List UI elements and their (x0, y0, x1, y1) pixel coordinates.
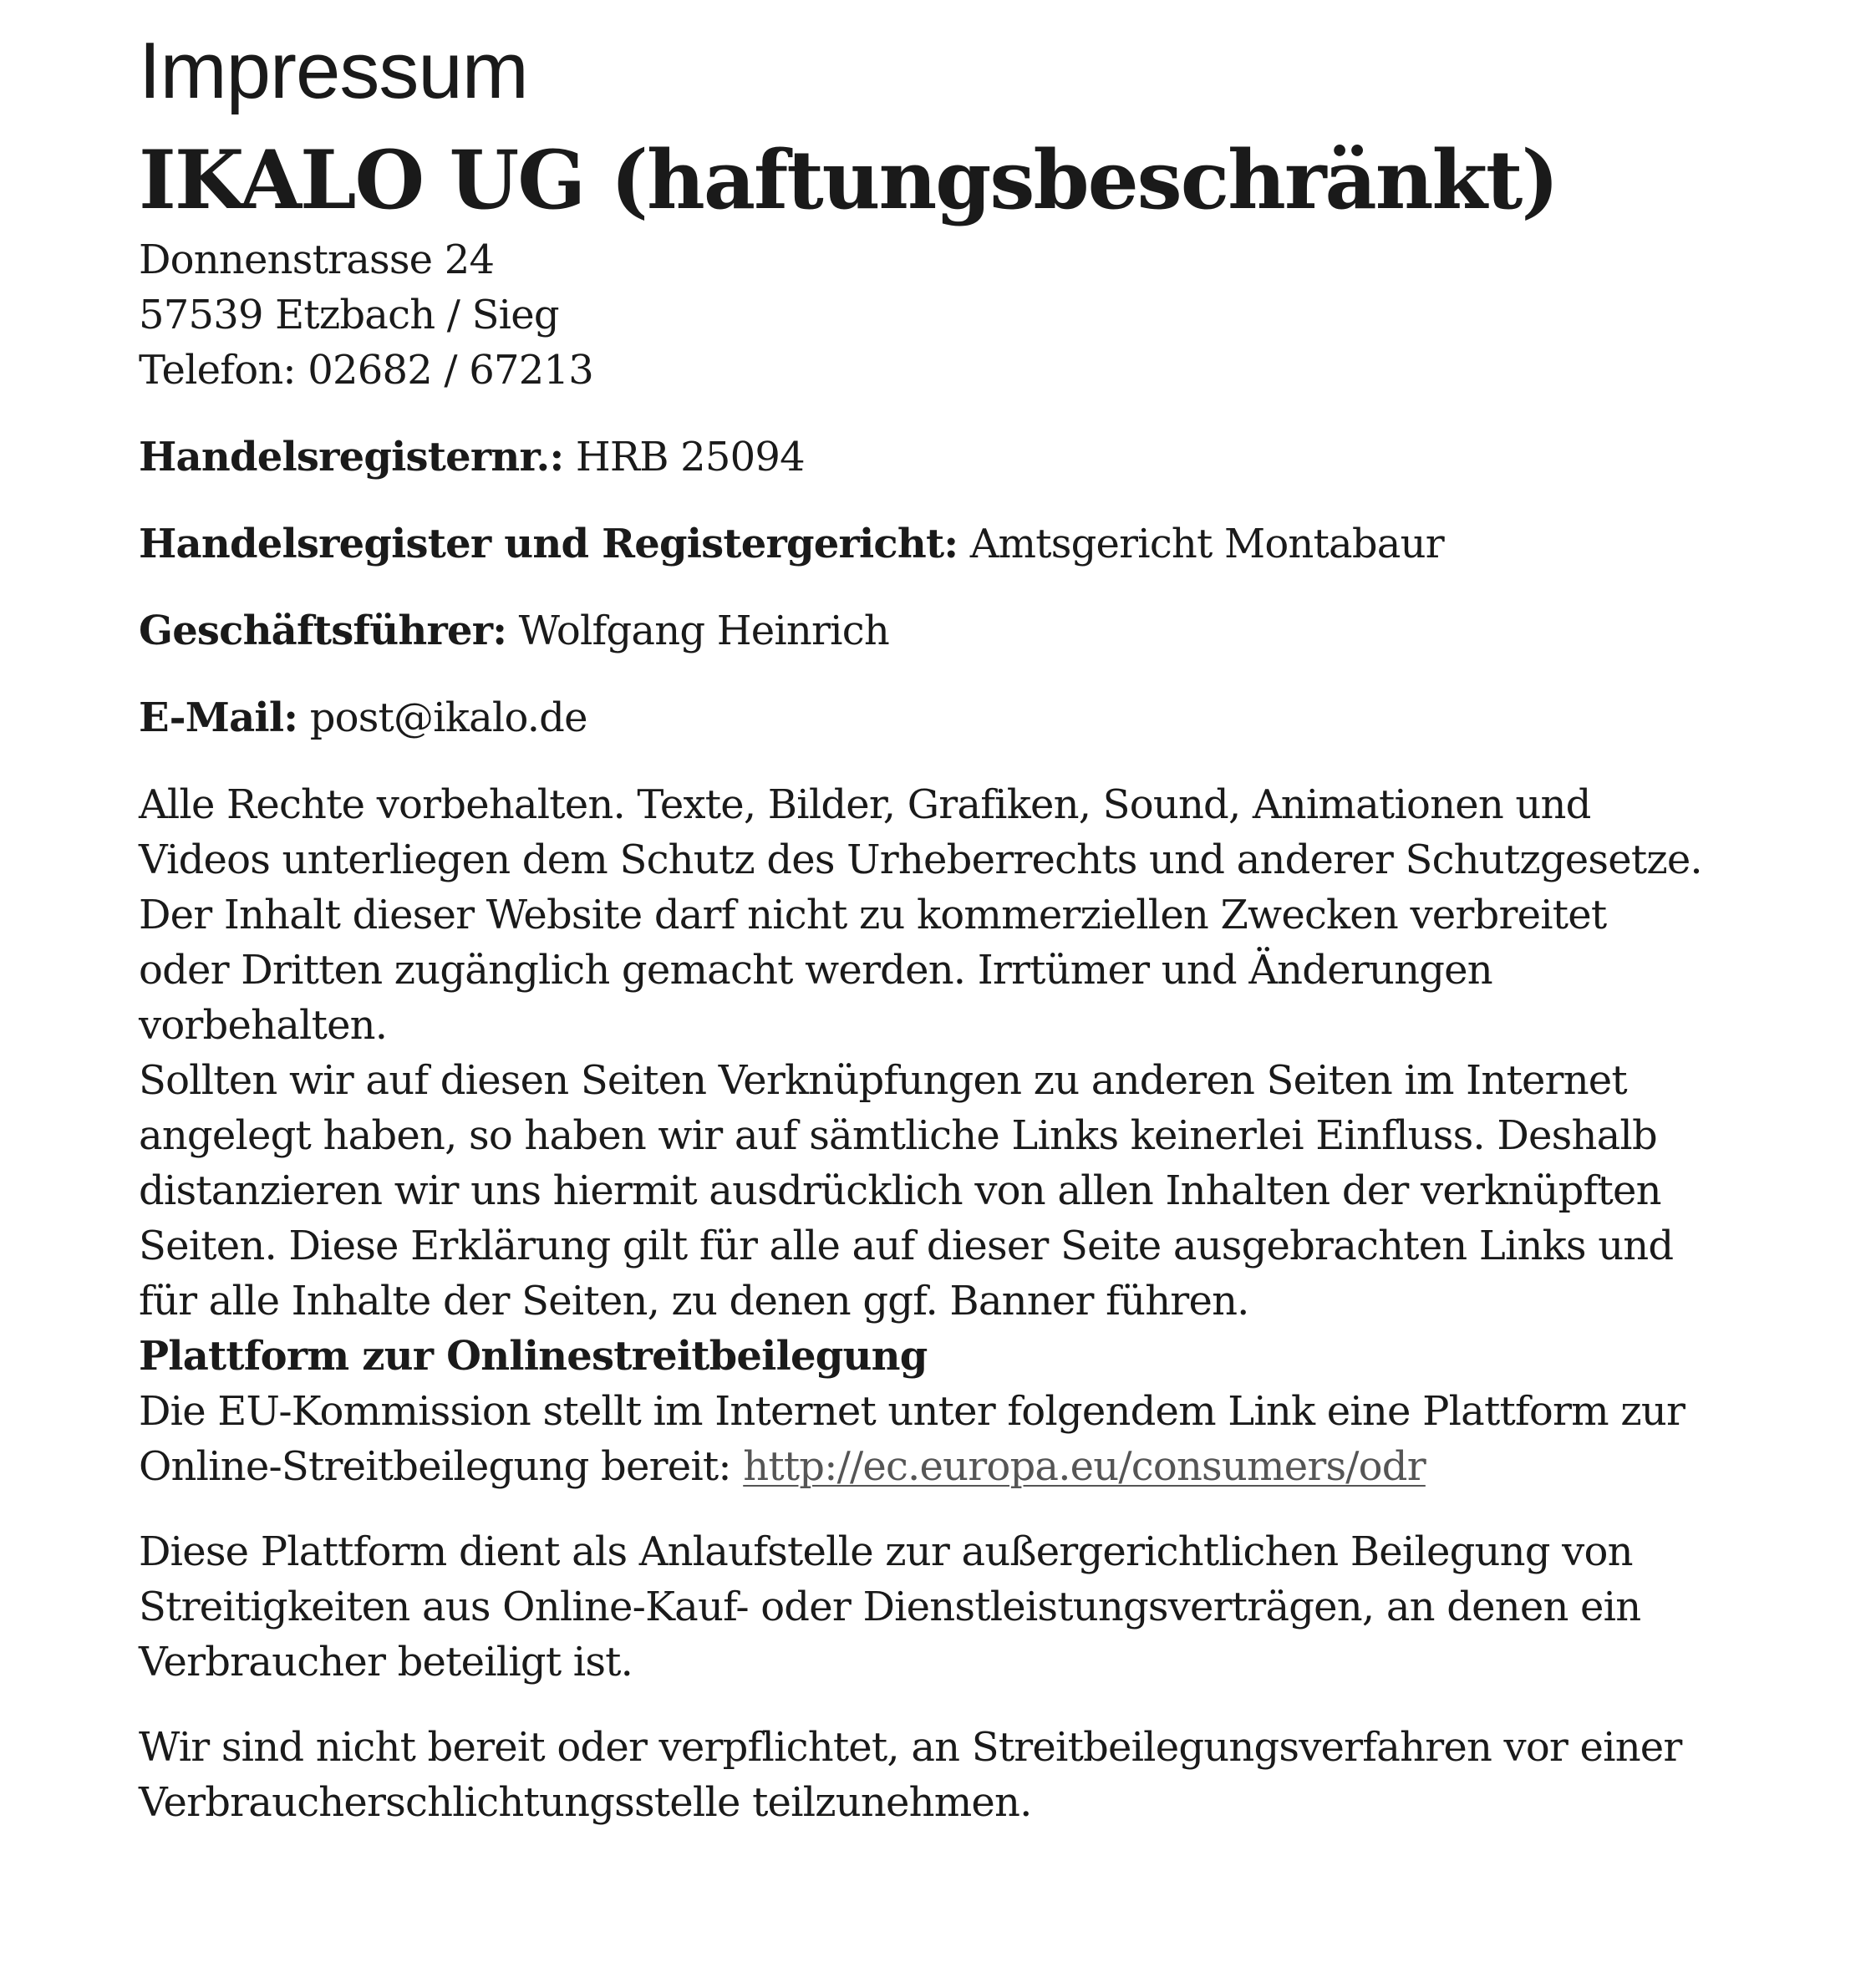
arbitration-paragraph (139, 1720, 1810, 1830)
platform-info-line: Diese Plattform dient als Anlaufstelle zur außergerichtlichen Beilegung von (139, 1528, 1633, 1575)
address-phone: Telefon: 02682 / 67213 (139, 347, 593, 394)
company-name: IKALO UG (haftungsbeschränkt) (139, 133, 1558, 227)
register-court-label: Handelsregister und Registergericht: (139, 521, 958, 567)
rights-line: oder Dritten zugänglich gemacht werden. Irrtümer und Änderungen (139, 947, 1492, 994)
register-court (139, 516, 1810, 572)
rights-line: vorbehalten. (139, 1002, 388, 1049)
disclaimer-line: Seiten. Diese Erklärung gilt für alle auf dieser Seite ausgebrachten Links und (139, 1223, 1674, 1269)
managing-director (139, 603, 1810, 658)
disclaimer-line: distanzieren wir uns hiermit ausdrücklich von allen Inhalten der verknüpften (139, 1167, 1661, 1214)
managing-director-label: Geschäftsführer: (139, 608, 507, 654)
impressum-page (139, 25, 1810, 1830)
company-address (139, 232, 1810, 398)
rights-line: Alle Rechte vorbehalten. Texte, Bilder, Grafiken, Sound, Animationen und (139, 781, 1591, 828)
email-value: post@ikalo.de (297, 694, 587, 741)
arbitration-line: Wir sind nicht bereit oder verpflichtet, an Streitbeilegungsverfahren vor einer (139, 1724, 1682, 1771)
address-city: 57539 Etzbach / Sieg (139, 292, 559, 338)
odr-line (139, 1439, 1810, 1494)
odr-line: Die EU-Kommission stellt im Internet unter folgendem Link eine Plattform zur (139, 1388, 1685, 1435)
page-title: Impressum (139, 26, 528, 115)
rights-paragraph (139, 777, 1810, 1053)
disclaimer-line: für alle Inhalte der Seiten, zu denen ggf. Banner führen. (139, 1278, 1249, 1324)
managing-director-value: Wolfgang Heinrich (506, 608, 889, 654)
register-court-value: Amtsgericht Montabaur (958, 521, 1444, 567)
odr-platform-link[interactable]: http://ec.europa.eu/consumers/odr (743, 1443, 1426, 1490)
disclaimer-line: angelegt haben, so haben wir auf sämtliche Links keinerlei Einfluss. Deshalb (139, 1112, 1657, 1159)
address-street: Donnenstrasse 24 (139, 236, 495, 283)
odr-heading: Plattform zur Onlinestreitbeilegung (139, 1333, 928, 1380)
disclaimer-line: Sollten wir auf diesen Seiten Verknüpfungen zu anderen Seiten im Internet (139, 1057, 1627, 1104)
links-disclaimer-paragraph (139, 1053, 1810, 1329)
email-label: E-Mail: (139, 694, 298, 741)
odr-section (139, 1329, 1810, 1494)
rights-line: Der Inhalt dieser Website darf nicht zu kommerziellen Zwecken verbreitet (139, 892, 1607, 938)
register-number (139, 430, 1810, 485)
platform-info-paragraph (139, 1524, 1810, 1690)
platform-info-line: Streitigkeiten aus Online-Kauf- oder Dienstleistungsverträgen, an denen ein (139, 1584, 1641, 1630)
platform-info-line: Verbraucher beteiligt ist. (139, 1639, 633, 1685)
email-contact (139, 690, 1810, 745)
register-number-value: HRB 25094 (563, 434, 805, 480)
arbitration-line: Verbraucherschlichtungsstelle teilzunehmen. (139, 1779, 1032, 1826)
odr-line-prefix: Online-Streitbeilegung bereit: (139, 1443, 744, 1490)
register-number-label: Handelsregisternr.: (139, 434, 564, 480)
rights-line: Videos unterliegen dem Schutz des Urheberrechts und anderer Schutzgesetze. (139, 836, 1702, 883)
